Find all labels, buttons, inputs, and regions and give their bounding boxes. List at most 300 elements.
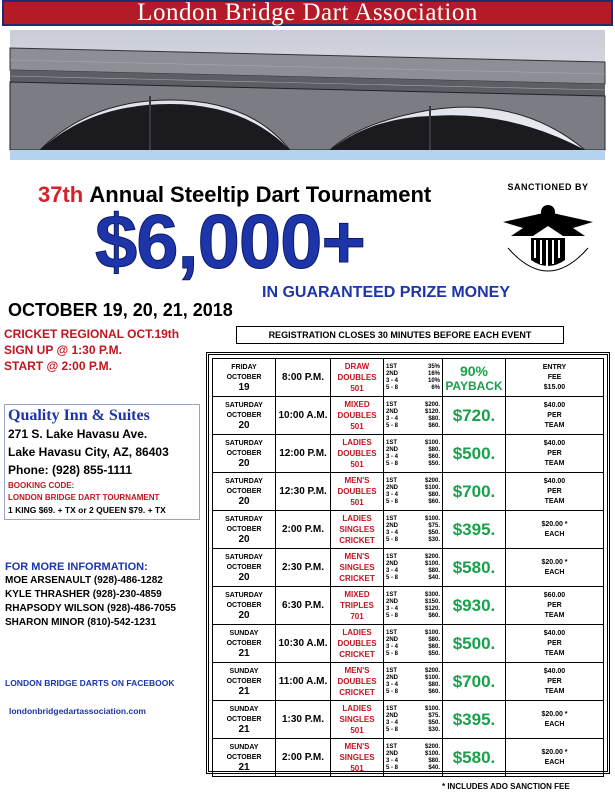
pool-amount: 90%	[459, 362, 489, 379]
event-day	[213, 663, 276, 701]
event-line: SINGLES	[339, 715, 375, 724]
weekday: SATURDAY	[225, 439, 263, 447]
place-label: 2ND	[386, 560, 399, 567]
fee-line: TEAM	[544, 421, 565, 429]
cricket-line: START @ 2:00 P.M.	[4, 359, 112, 373]
prize-line	[384, 530, 442, 537]
month: OCTOBER	[226, 753, 262, 761]
entry-fee	[506, 739, 604, 777]
event-line: LADIES	[342, 514, 372, 523]
place-label: 5 - 8	[386, 612, 399, 619]
prize-line	[384, 492, 442, 499]
event-time: 11:00 A.M.	[276, 663, 331, 701]
event-type	[331, 625, 384, 663]
event-time: 6:30 P.M.	[276, 587, 331, 625]
prize-breakdown	[384, 473, 443, 511]
month: OCTOBER	[226, 525, 262, 533]
website-link[interactable]: londonbridgedartassociation.com	[9, 706, 146, 716]
prize-line	[384, 675, 442, 682]
event-type	[331, 701, 384, 739]
place-amount: $200.	[424, 477, 440, 484]
cricket-regional-info	[4, 326, 179, 374]
prize-breakdown	[384, 739, 443, 777]
event-line: DOUBLES	[337, 639, 377, 648]
weekday: SUNDAY	[229, 743, 259, 751]
place-label: 1ST	[386, 401, 398, 408]
place-label: 5 - 8	[386, 650, 399, 657]
place-amount: $200.	[424, 553, 440, 560]
prize-line	[384, 447, 442, 454]
event-line: 501	[350, 460, 364, 469]
date-number: 20	[238, 495, 250, 507]
event-line: MEN'S	[344, 552, 370, 561]
date-number: 20	[238, 609, 250, 621]
place-amount: $200.	[424, 743, 440, 750]
prize-line	[384, 637, 442, 644]
date-number: 20	[238, 419, 250, 431]
prize-line	[384, 537, 442, 544]
schedule-table	[212, 358, 604, 777]
place-label: 3 - 4	[386, 605, 399, 612]
prize-breakdown	[384, 625, 443, 663]
prize-line	[384, 402, 442, 409]
event-line: MIXED	[344, 400, 370, 409]
event-type	[331, 435, 384, 473]
event-line: TRIPLES	[340, 601, 374, 610]
schedule-row	[213, 549, 604, 587]
prize-line	[384, 516, 442, 523]
place-amount: $30.	[428, 536, 440, 543]
prize-line	[384, 599, 442, 606]
place-amount: 35%	[427, 363, 440, 370]
prize-line	[384, 689, 442, 696]
entry-fee	[506, 397, 604, 435]
place-label: 3 - 4	[386, 377, 399, 384]
fee-line: $40.00	[543, 629, 566, 637]
event-line: SINGLES	[339, 525, 375, 534]
fee-line: TEAM	[544, 649, 565, 657]
pool-amount: $700.	[452, 671, 496, 691]
event-day	[213, 625, 276, 663]
event-line: LADIES	[342, 704, 372, 713]
prize-breakdown	[384, 359, 443, 397]
place-amount: $80.	[428, 567, 440, 574]
event-type	[331, 549, 384, 587]
fee-line: PER	[547, 449, 562, 457]
fee-line: TEAM	[544, 611, 565, 619]
place-amount: $50.	[428, 650, 440, 657]
entry-fee	[506, 549, 604, 587]
event-type	[331, 663, 384, 701]
place-amount: $60.	[428, 612, 440, 619]
hotel-rates: 1 KING $69. + TX or 2 QUEEN $79. + TX	[8, 505, 166, 515]
prize-line	[384, 568, 442, 575]
contact-line: KYLE THRASHER (928)-230-4859	[5, 589, 162, 600]
place-label: 1ST	[386, 591, 398, 598]
fee-line: $40.00	[543, 667, 566, 675]
place-amount: $100.	[424, 674, 440, 681]
fee-line: EACH	[544, 568, 565, 576]
place-amount: $80.	[428, 757, 440, 764]
prize-breakdown	[384, 549, 443, 587]
event-type	[331, 397, 384, 435]
place-label: 1ST	[386, 515, 398, 522]
place-label: 2ND	[386, 446, 399, 453]
place-label: 3 - 4	[386, 757, 399, 764]
prize-line	[384, 499, 442, 506]
pool-amount: $720.	[452, 405, 496, 425]
place-amount: $40.	[428, 764, 440, 771]
event-line: 501	[350, 498, 364, 507]
date-number: 20	[238, 533, 250, 545]
fee-line: $20.00 *	[541, 710, 568, 718]
prize-line	[384, 416, 442, 423]
prize-line	[384, 385, 442, 392]
place-amount: $60.	[428, 643, 440, 650]
schedule-row	[213, 663, 604, 701]
pool-amount: $700.	[452, 481, 496, 501]
event-day	[213, 359, 276, 397]
prize-line	[384, 744, 442, 751]
fee-line: $15.00	[543, 383, 566, 391]
prize-pool	[443, 663, 506, 701]
fee-line: $20.00 *	[541, 520, 568, 528]
event-line: MIXED	[344, 590, 370, 599]
place-amount: $100.	[424, 705, 440, 712]
place-amount: 16%	[427, 370, 440, 377]
event-day	[213, 701, 276, 739]
month: OCTOBER	[226, 601, 262, 609]
hotel-address-line: Lake Havasu City, AZ, 86403	[8, 445, 169, 459]
month: OCTOBER	[226, 487, 262, 495]
prize-line	[384, 706, 442, 713]
place-amount: $120.	[424, 408, 440, 415]
contact-info	[5, 560, 176, 630]
guaranteed-prize-text: IN GUARANTEED PRIZE MONEY	[262, 284, 511, 301]
fee-line: EACH	[544, 758, 565, 766]
entry-fee	[506, 473, 604, 511]
event-time: 8:00 P.M.	[276, 359, 331, 397]
place-label: 1ST	[386, 363, 398, 370]
fee-line: PER	[547, 487, 562, 495]
place-amount: $150.	[424, 598, 440, 605]
prize-pool	[443, 397, 506, 435]
month: OCTOBER	[226, 677, 262, 685]
prize-pool	[443, 511, 506, 549]
prize-line	[384, 682, 442, 689]
contact-line: MOE ARSENAULT (928)-486-1282	[5, 575, 163, 586]
event-line: MEN'S	[344, 742, 370, 751]
contact-line: RHAPSODY WILSON (928)-486-7055	[5, 603, 176, 614]
event-type	[331, 359, 384, 397]
prize-line	[384, 765, 442, 772]
prize-breakdown	[384, 397, 443, 435]
anniversary-label: 37th	[38, 182, 84, 207]
event-line: LADIES	[342, 628, 372, 637]
date-number: 21	[238, 647, 250, 659]
contact-line: SHARON MINOR (810)-542-1231	[5, 617, 157, 628]
place-label: 2ND	[386, 522, 399, 529]
prize-line	[384, 727, 442, 734]
place-amount: $80.	[428, 415, 440, 422]
event-day	[213, 435, 276, 473]
pool-amount: $930.	[452, 595, 496, 615]
prize-line	[384, 668, 442, 675]
event-name: Annual Steeltip Dart Tournament	[89, 182, 432, 207]
place-label: 3 - 4	[386, 415, 399, 422]
cricket-line: SIGN UP @ 1:30 P.M.	[4, 343, 122, 357]
place-label: 3 - 4	[386, 681, 399, 688]
event-line: DRAW	[344, 362, 370, 371]
place-label: 3 - 4	[386, 491, 399, 498]
event-line: CRICKET	[339, 650, 375, 659]
place-label: 2ND	[386, 674, 399, 681]
prize-line	[384, 454, 442, 461]
place-amount: $100.	[424, 515, 440, 522]
fee-line: PER	[547, 411, 562, 419]
prize-line	[384, 651, 442, 658]
event-day	[213, 587, 276, 625]
event-line: SINGLES	[339, 753, 375, 762]
entry-fee	[506, 663, 604, 701]
booking-code-label: BOOKING CODE:	[8, 481, 75, 490]
page-title: London Bridge Dart Association	[2, 0, 613, 26]
hotel-info-box	[4, 404, 200, 520]
event-day	[213, 549, 276, 587]
month: OCTOBER	[226, 639, 262, 647]
place-label: 5 - 8	[386, 764, 399, 771]
fee-line: TEAM	[544, 687, 565, 695]
weekday: SUNDAY	[229, 667, 259, 675]
event-time: 2:00 P.M.	[276, 511, 331, 549]
event-time: 10:30 A.M.	[276, 625, 331, 663]
place-label: 3 - 4	[386, 719, 399, 726]
fee-line: PER	[547, 601, 562, 609]
prize-pool	[443, 359, 506, 397]
month: OCTOBER	[226, 715, 262, 723]
prize-breakdown	[384, 511, 443, 549]
fee-line: ENTRY	[542, 363, 567, 371]
booking-code: LONDON BRIDGE DART TOURNAMENT	[8, 493, 160, 502]
month: OCTOBER	[226, 411, 262, 419]
schedule-row	[213, 397, 604, 435]
event-line: 501	[350, 726, 364, 735]
prize-line	[384, 575, 442, 582]
prize-line	[384, 423, 442, 430]
place-label: 3 - 4	[386, 453, 399, 460]
prize-line	[384, 606, 442, 613]
hotel-name: Quality Inn & Suites	[8, 407, 150, 424]
prize-line	[384, 713, 442, 720]
schedule-row	[213, 739, 604, 777]
place-amount: $100.	[424, 439, 440, 446]
place-amount: $120.	[424, 605, 440, 612]
event-line: 501	[350, 764, 364, 773]
event-line: 501	[350, 384, 364, 393]
fee-line: TEAM	[544, 497, 565, 505]
hotel-address-line: 271 S. Lake Havasu Ave.	[8, 427, 148, 441]
place-label: 5 - 8	[386, 498, 399, 505]
weekday: FRIDAY	[231, 363, 257, 371]
place-label: 3 - 4	[386, 643, 399, 650]
place-amount: $30.	[428, 726, 440, 733]
place-label: 3 - 4	[386, 567, 399, 574]
pool-amount: $500.	[452, 443, 496, 463]
sanction-badge	[488, 182, 608, 287]
place-label: 2ND	[386, 636, 399, 643]
place-amount: $75.	[428, 712, 440, 719]
event-line: DOUBLES	[337, 373, 377, 382]
place-label: 5 - 8	[386, 422, 399, 429]
pool-amount: $395.	[452, 709, 496, 729]
place-label: 1ST	[386, 477, 398, 484]
prize-line	[384, 523, 442, 530]
event-type	[331, 739, 384, 777]
prize-breakdown	[384, 587, 443, 625]
fee-line: TEAM	[544, 459, 565, 467]
place-label: 1ST	[386, 667, 398, 674]
place-amount: 10%	[427, 377, 440, 384]
cricket-line: CRICKET REGIONAL OCT.19th	[4, 327, 180, 341]
fee-line: $20.00 *	[541, 558, 568, 566]
event-time: 2:30 P.M.	[276, 549, 331, 587]
event-line: DOUBLES	[337, 449, 377, 458]
event-line: LADIES	[342, 438, 372, 447]
prize-pool	[443, 739, 506, 777]
place-label: 2ND	[386, 598, 399, 605]
place-amount: $50.	[428, 719, 440, 726]
prize-line	[384, 485, 442, 492]
fee-line: EACH	[544, 530, 565, 538]
place-label: 2ND	[386, 750, 399, 757]
prize-line	[384, 440, 442, 447]
prize-breakdown	[384, 701, 443, 739]
schedule-row	[213, 473, 604, 511]
prize-amount: $6,000+	[95, 200, 365, 285]
prize-line	[384, 592, 442, 599]
prize-pool	[443, 587, 506, 625]
place-label: 1ST	[386, 705, 398, 712]
event-day	[213, 511, 276, 549]
date-number: 19	[238, 381, 250, 393]
entry-fee	[506, 701, 604, 739]
pool-amount: $580.	[452, 557, 496, 577]
place-amount: $50.	[428, 529, 440, 536]
place-label: 1ST	[386, 743, 398, 750]
fee-line: EACH	[544, 720, 565, 728]
event-time: 12:30 P.M.	[276, 473, 331, 511]
fee-line: $40.00	[543, 477, 566, 485]
sanctioned-by-label: SANCTIONED BY	[507, 182, 589, 192]
prize-line	[384, 644, 442, 651]
facebook-link[interactable]: LONDON BRIDGE DARTS ON FACEBOOK	[5, 678, 175, 688]
date-number: 20	[238, 457, 250, 469]
prize-pool	[443, 549, 506, 587]
schedule-row	[213, 587, 604, 625]
month: OCTOBER	[226, 449, 262, 457]
event-line: DOUBLES	[337, 677, 377, 686]
prize-line	[384, 613, 442, 620]
fee-line: $40.00	[543, 401, 566, 409]
event-line: SINGLES	[339, 563, 375, 572]
prize-line	[384, 554, 442, 561]
place-label: 5 - 8	[386, 688, 399, 695]
weekday: SATURDAY	[225, 553, 263, 561]
event-line: CRICKET	[339, 536, 375, 545]
event-line: DOUBLES	[337, 411, 377, 420]
place-label: 5 - 8	[386, 574, 399, 581]
pool-amount: $395.	[452, 519, 496, 539]
schedule-row	[213, 625, 604, 663]
place-amount: $100.	[424, 484, 440, 491]
place-amount: $80.	[428, 446, 440, 453]
event-line: CRICKET	[339, 688, 375, 697]
place-label: 2ND	[386, 484, 399, 491]
schedule-row	[213, 435, 604, 473]
fee-line: PER	[547, 677, 562, 685]
event-time: 1:30 P.M.	[276, 701, 331, 739]
prize-line	[384, 378, 442, 385]
prize-pool	[443, 625, 506, 663]
place-label: 2ND	[386, 408, 399, 415]
event-line: 701	[350, 612, 364, 621]
place-amount: $100.	[424, 560, 440, 567]
place-label: 5 - 8	[386, 536, 399, 543]
schedule-row	[213, 511, 604, 549]
place-amount: $60.	[428, 422, 440, 429]
registration-note: REGISTRATION CLOSES 30 MINUTES BEFORE EACH EVENT	[236, 326, 564, 344]
prize-line	[384, 630, 442, 637]
prize-line	[384, 720, 442, 727]
prize-breakdown	[384, 663, 443, 701]
fee-line: $40.00	[543, 439, 566, 447]
place-label: 2ND	[386, 712, 399, 719]
contact-heading: FOR MORE INFORMATION:	[5, 561, 148, 573]
place-label: 1ST	[386, 439, 398, 446]
place-label: 1ST	[386, 553, 398, 560]
place-amount: $80.	[428, 681, 440, 688]
prize-line	[384, 364, 442, 371]
event-line: DOUBLES	[337, 487, 377, 496]
ado-eagle-logo-icon	[493, 192, 603, 282]
prize-line	[384, 409, 442, 416]
prize-line	[384, 461, 442, 468]
weekday: SUNDAY	[229, 705, 259, 713]
event-schedule	[206, 352, 610, 774]
place-amount: $75.	[428, 522, 440, 529]
event-line: 501	[350, 422, 364, 431]
weekday: SATURDAY	[225, 591, 263, 599]
prize-line	[384, 751, 442, 758]
event-day	[213, 397, 276, 435]
date-number: 21	[238, 685, 250, 697]
event-line: MEN'S	[344, 666, 370, 675]
weekday: SATURDAY	[225, 515, 263, 523]
prize-pool	[443, 701, 506, 739]
place-amount: $80.	[428, 636, 440, 643]
place-amount: $100.	[424, 629, 440, 636]
prize-pool	[443, 473, 506, 511]
prize-line	[384, 371, 442, 378]
fee-line: $20.00 *	[541, 748, 568, 756]
pool-amount: $580.	[452, 747, 496, 767]
fee-line: PER	[547, 639, 562, 647]
schedule-row	[213, 359, 604, 397]
prize-pool	[443, 435, 506, 473]
entry-fee	[506, 511, 604, 549]
place-label: 5 - 8	[386, 460, 399, 467]
event-time: 10:00 A.M.	[276, 397, 331, 435]
